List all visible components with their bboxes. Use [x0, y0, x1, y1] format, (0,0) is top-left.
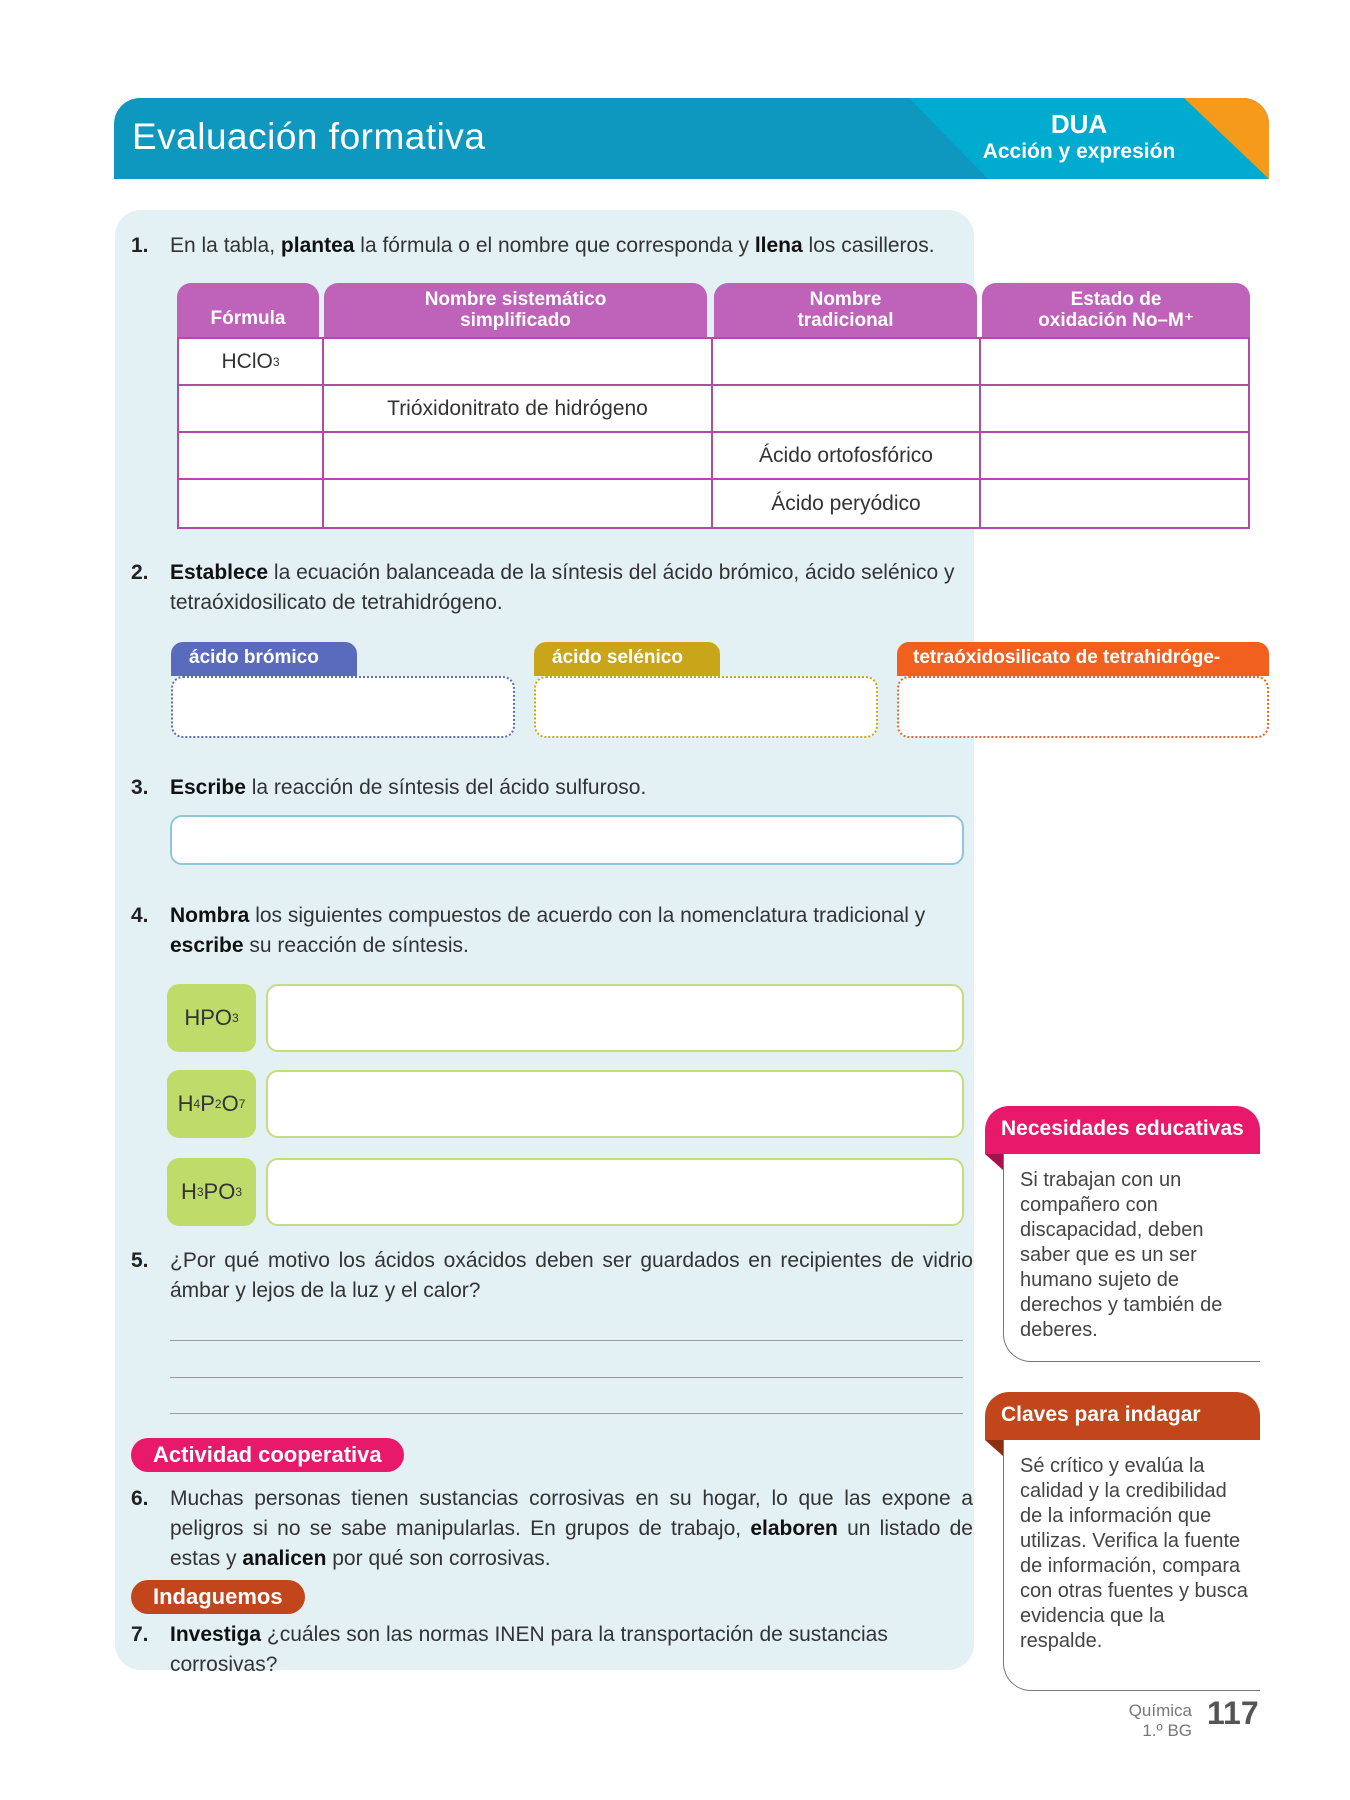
sulfurous-acid-answer-box[interactable] — [170, 815, 964, 865]
research-tips-card — [985, 1392, 1260, 1691]
question-1 — [131, 231, 971, 261]
silicate-answer-box[interactable] — [897, 676, 1269, 738]
column-header-systematic-name: Nombre sistemático simplificado — [324, 283, 707, 337]
formula-cell[interactable] — [179, 386, 324, 431]
compound-chip-h3po3: H 3 PO 3 — [167, 1158, 256, 1226]
nomenclature-table — [177, 283, 1250, 515]
oxidation-state-cell[interactable] — [981, 480, 1248, 527]
dua-badge-subtitle: Acción y expresión — [982, 140, 1176, 163]
card-notch — [985, 1154, 1003, 1170]
oxidation-state-cell[interactable] — [981, 433, 1248, 478]
oxidation-state-cell[interactable] — [981, 386, 1248, 431]
compound-chip-hpo3: HPO 3 — [167, 984, 256, 1052]
answer-line[interactable] — [170, 1377, 963, 1378]
table-row — [179, 386, 1248, 433]
column-header-formula: Fórmula — [177, 283, 319, 337]
indaguemos-label: Indaguemos — [131, 1580, 305, 1614]
bromic-acid-answer-box[interactable] — [171, 676, 515, 738]
compound-answer-box[interactable] — [266, 1070, 964, 1138]
question-text: Escribe la reacción de síntesis del ácido sulfuroso. — [170, 776, 647, 799]
answer-line[interactable] — [170, 1340, 963, 1341]
question-number: 4. — [131, 904, 149, 927]
question-number: 7. — [131, 1623, 149, 1646]
traditional-name-cell[interactable] — [713, 339, 981, 384]
card-title: Claves para indagar — [985, 1392, 1260, 1440]
question-number: 6. — [131, 1487, 149, 1510]
question-text: En la tabla, plantea la fórmula o el nombre que corresponda y llena los casilleros. — [170, 234, 935, 257]
table-header — [177, 283, 1250, 337]
question-7 — [131, 1620, 981, 1680]
systematic-name-cell[interactable]: Trióxidonitrato de hidrógeno — [324, 386, 713, 431]
traditional-name-cell[interactable]: Ácido ortofosfórico — [713, 433, 981, 478]
footer-subject — [1129, 1701, 1192, 1741]
card-notch — [985, 1440, 1003, 1456]
column-header-traditional-name: Nombre tradicional — [714, 283, 977, 337]
compound-answer-box[interactable] — [266, 984, 964, 1052]
question-text: Nombra los siguientes compuestos de acuerdo con la nomenclatura tradicional y escribe su reacción de síntesis. — [170, 904, 926, 957]
formula-cell[interactable] — [179, 433, 324, 478]
page-number: 117 — [1207, 1695, 1259, 1731]
formula-cell[interactable]: HClO 3 — [179, 339, 324, 384]
grade-level: 1.º BG — [1142, 1721, 1192, 1740]
special-needs-card — [985, 1106, 1260, 1362]
card-body: Si trabajan con un compañero con discapacidad, deben saber que es un ser humano sujeto de derechos y también de deberes. — [1003, 1154, 1260, 1362]
table-row — [179, 433, 1248, 480]
question-3 — [131, 773, 971, 803]
card-title: Necesidades educativas — [985, 1106, 1260, 1154]
systematic-name-cell[interactable] — [324, 339, 713, 384]
compound-answer-box[interactable] — [266, 1158, 964, 1226]
cooperative-activity-label: Actividad cooperativa — [131, 1438, 404, 1472]
question-text: ¿Por qué motivo los ácidos oxácidos deben ser guardados en recipientes de vidrio ámbar y lejos de la luz y el calor? — [170, 1249, 973, 1302]
question-number: 3. — [131, 776, 149, 799]
table-body — [177, 337, 1250, 529]
bromic-acid-tab: ácido brómico — [171, 642, 357, 676]
question-text: Muchas personas tienen sustancias corrosivas en su hogar, lo que las expone a peligros si no se sabe manipularlas. En grupos de trabajo, elaboren un listado de estas y analicen por qué son corrosivas. — [170, 1487, 973, 1570]
card-body: Sé crítico y evalúa la calidad y la credibilidad de la información que utilizas. Verifica la fuente de información, compara con otras fuentes y busca evidencia que la respalde. — [1003, 1440, 1260, 1691]
dua-badge-title: DUA — [1050, 109, 1108, 139]
compound-chip-h4p2o7: H 4 P 2 O 7 — [167, 1070, 256, 1138]
traditional-name-cell[interactable]: Ácido peryódico — [713, 480, 981, 527]
page-title: Evaluación formativa — [132, 116, 486, 157]
table-row — [179, 339, 1248, 386]
formula-cell[interactable] — [179, 480, 324, 527]
oxidation-state-cell[interactable] — [981, 339, 1248, 384]
selenic-acid-tab: ácido selénico — [534, 642, 720, 676]
question-text: Investiga ¿cuáles son las normas INEN para la transportación de sustancias corrosivas? — [170, 1623, 888, 1676]
question-4 — [131, 901, 971, 961]
selenic-acid-answer-box[interactable] — [534, 676, 878, 738]
subject-name: Química — [1128, 1701, 1192, 1720]
question-number: 5. — [131, 1249, 149, 1272]
column-header-oxidation-state: Estado de oxidación No–M⁺ — [982, 283, 1250, 337]
question-5 — [131, 1246, 973, 1306]
question-6 — [131, 1484, 973, 1574]
systematic-name-cell[interactable] — [324, 433, 713, 478]
section-banner — [114, 98, 1269, 179]
table-row — [179, 480, 1248, 527]
question-number: 2. — [131, 561, 149, 584]
traditional-name-cell[interactable] — [713, 386, 981, 431]
answer-line[interactable] — [170, 1413, 963, 1414]
question-text: Establece la ecuación balanceada de la síntesis del ácido brómico, ácido selénico y tetraóxidosilicato de tetrahidrógeno. — [170, 561, 955, 614]
question-number: 1. — [131, 234, 149, 257]
silicate-tab: tetraóxidosilicato de tetrahidróge- — [897, 642, 1269, 676]
systematic-name-cell[interactable] — [324, 480, 713, 527]
question-2 — [131, 558, 971, 618]
